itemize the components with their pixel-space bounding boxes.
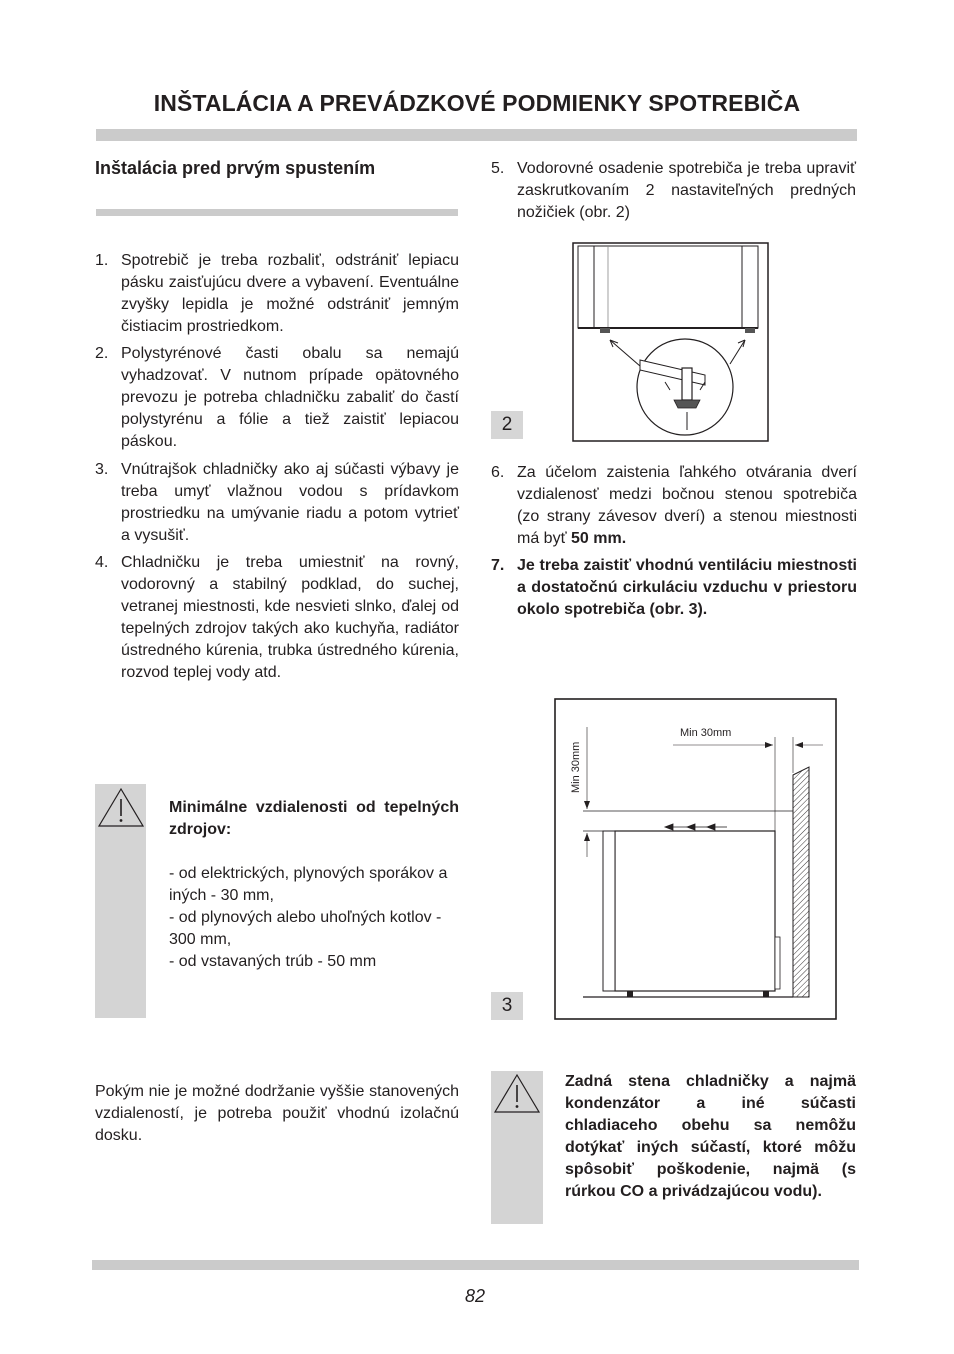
title-divider [96,129,857,141]
page-title: INŠTALÁCIA A PREVÁDZKOVÉ PODMIENKY SPOTREBIČA [153,90,801,116]
list-item-5 [491,158,856,224]
list-item-1 [95,250,459,338]
warning-triangle-icon [97,786,145,830]
insulation-note: Pokým nie je možné dodržanie vyššie stanovených vzdialeností, je potreba použiť vhodnú izolačnú dosku. [95,1083,459,1144]
list-item-text: Je treba zaistiť vhodnú ventiláciu miestnosti a dostatočnú cirkuláciu vzduchu v priestoru okolo spotrebiča (obr. 3). [517,557,857,618]
figure-2-label: 2 [491,411,523,439]
list-item-6 [491,462,857,550]
list-item-3 [95,459,459,547]
list-item-text: Vnútrajšok chladničky ako aj súčasti výbavy je treba umyť vlažnou vodou s prídavkom prostriedku na umývanie riadu a potom vytrieť a vysušiť. [121,461,459,544]
figure-3-clearance-diagram [553,697,839,1021]
list-item-number: 5. [491,160,505,177]
list-item-2 [95,343,459,453]
footer-divider [92,1260,859,1270]
warning-line-1: - od elektrických, plynových sporákov a iných - 30 mm, [169,865,448,904]
figure-3-label: 3 [491,992,523,1020]
list-item-number: 6. [491,464,505,481]
warning-line-2: - od plynových alebo uhoľných kotlov - 300 mm, [169,909,442,948]
warning-triangle-icon [493,1072,541,1116]
warning-heading: Minimálne vzdialenosti od tepelných zdrojov: [169,799,459,838]
list-item-number: 7. [491,557,505,574]
figure-2-adjustable-feet [570,240,770,445]
subtitle-divider [96,209,458,216]
list-item-text: Spotrebič je treba rozbaliť, odstrániť lepiacu pásku zaisťujúcu dvere a vybavení. Eventuálne zvyšky lepidla je možné odstrániť jemným čistiacim prostriedkom. [121,252,459,335]
min-top-label: Min 30mm [680,727,732,739]
back-wall-warning: Zadná stena chladničky a najmä kondenzátor a iné súčasti chladiaceho obehu sa nemôžu dotýkať iných súčastí, ktoré môžu spôsobiť poškodenie, najmä (s rúrkou CO a privádzajúcou vodu). [565,1073,856,1200]
section-subtitle: Inštalácia pred prvým spustením [95,158,376,178]
list-item-number: 3. [95,461,109,478]
list-item-text: Polystyrénové časti obalu sa nemajú vyhadzovať. V nutnom prípade opätovného prevozu je potreba chladničku zabaliť do častí polystyrénu a fólie a tiež zaistiť lepiacou páskou. [121,345,459,450]
list-item-text: Za účelom zaistenia ľahkého otvárania dverí vzdialenosť medzi bočnou stenou spotrebiča (zo strany závesov dverí) a stenou miestnosti má byť [517,464,857,547]
list-item-4 [95,552,459,684]
list-item-bold-value: 50 mm. [571,530,627,547]
list-item-number: 4. [95,554,109,571]
page-number: 82 [464,1286,486,1306]
min-side-label: Min 30mm [570,741,582,793]
warning-line-3: - od vstavaných trúb - 50 mm [169,953,377,970]
list-item-number: 2. [95,345,109,362]
list-item-text: Vodorovné osadenie spotrebiča je treba upraviť zaskrutkovaním 2 nastaviteľných predných nožičiek (obr. 2) [517,160,856,221]
list-item-text: Chladničku je treba umiestniť na rovný, vodorovný a stabilný podklad, do suchej, vetranej miestnosti, kde nesvieti slnko, ďalej od tepelných zdrojov takých ako kuchyňa, radiátor ústredného kúrenia, trubka ústredného kúrenia, rozvod teplej vody atd. [121,554,459,681]
list-item-number: 1. [95,252,109,269]
list-item-7 [491,555,857,621]
